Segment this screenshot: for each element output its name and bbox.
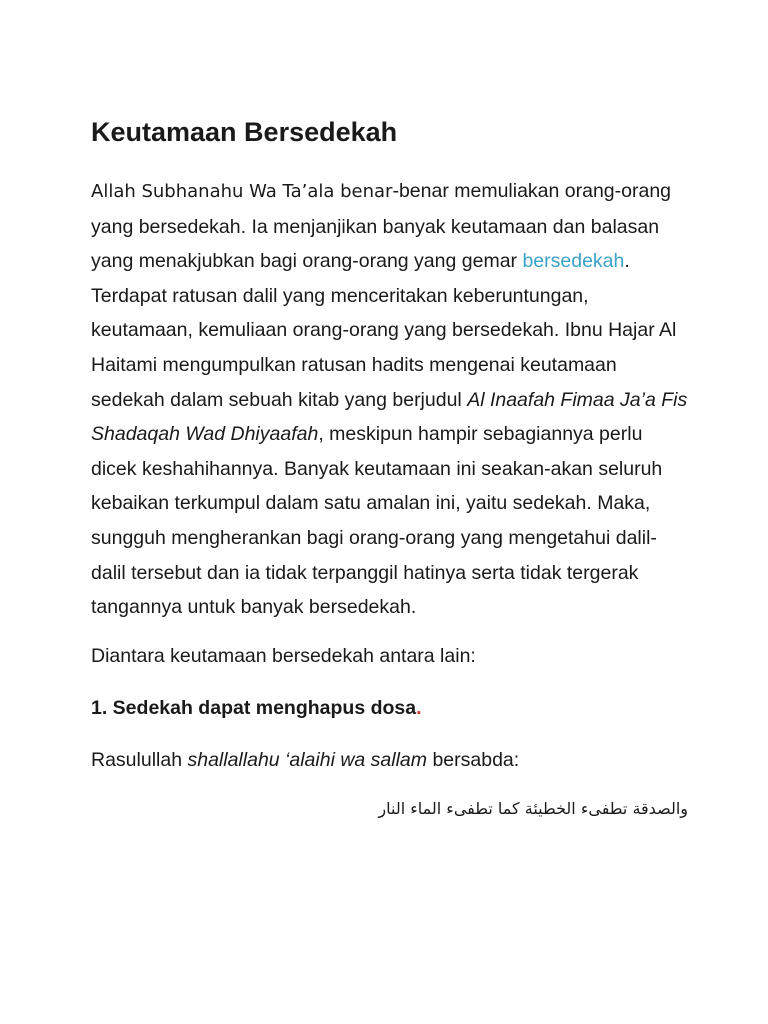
allah-phrase: Allah Subhanahu Wa Ta’ala benar [91,181,393,202]
paragraph-text-1: -benar memuliakan orang-orang yang bersedekah. Ia menjanjikan banyak keutamaan dan balasan yang menakjubkan bagi orang-orang yang gemar [91,180,672,273]
hadith-intro-text-2: bersabda: [427,749,520,772]
point-heading-dot: . [416,697,422,720]
paragraph-intro [91,174,688,625]
page-title: Keutamaan Bersedekah [91,117,398,147]
arabic-hadith: والصدقة تطفىء الخطيئة كما تطفىء الماء النار [378,798,688,818]
book-title: Al Inaafah Fimaa Ja’a Fis Shadaqah Wad Dhiyaafah [91,388,688,446]
bersedekah-link[interactable]: bersedekah [522,250,625,273]
hadith-intro-text-1: Rasulullah [91,749,188,772]
paragraph-text-3: , meskipun hampir sebagiannya perlu dicek keshahihannya. Banyak keutamaan ini seakan-akan seluruh kebaikan terkumpul dalam satu amalan ini, yaitu sedekah. Maka, sungguh mengherankan bagi orang-orang yang mengetahui dalil-dalil tersebut dan ia tidak terpanggil hatinya serta tidak tergerak tangannya untuk banyak bersedekah. [91,423,663,619]
hadith-intro [91,743,688,778]
salawat-phrase: shallallahu ‘alaihi wa sallam [187,749,428,772]
point-heading-1 [91,691,688,725]
point-heading-text: 1. Sedekah dapat menghapus dosa [91,697,417,720]
list-intro: Diantara keutamaan bersedekah antara lain: [91,644,476,667]
paragraph-text-2: . Terdapat ratusan dalil yang menceritakan keberuntungan, keutamaan, kemuliaan orang-orang yang bersedekah. Ibnu Hajar Al Haitami mengumpulkan ratusan hadits mengenai keutamaan sedekah dalam sebuah kitab yang berjudul [91,250,677,411]
